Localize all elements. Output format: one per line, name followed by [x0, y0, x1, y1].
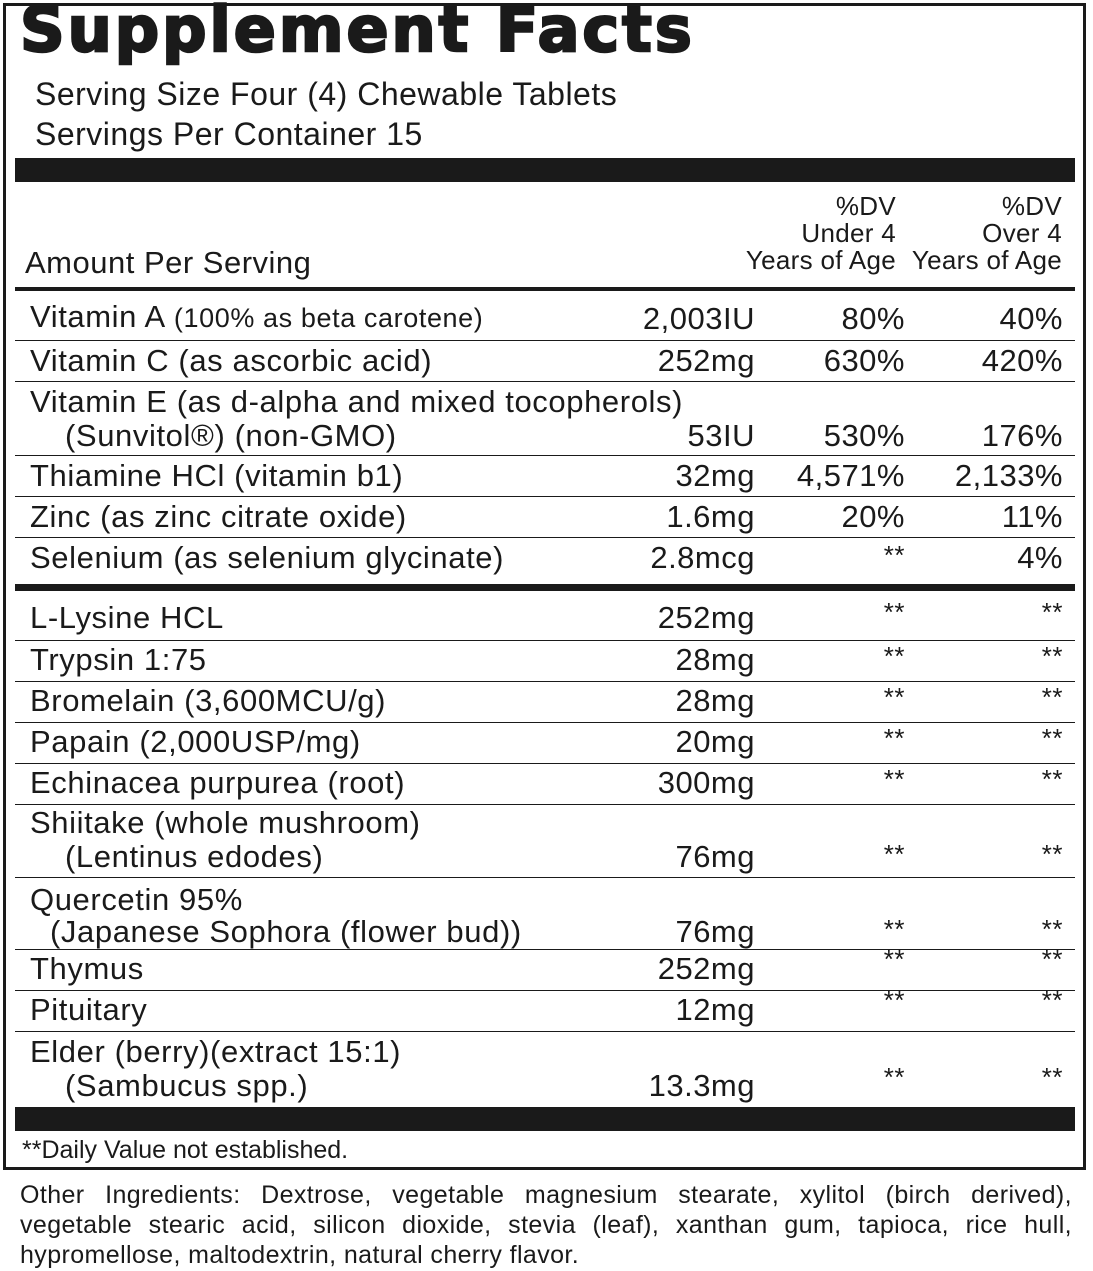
- nutrient-amount: 1.6mg: [666, 499, 755, 534]
- nutrient-name: [30, 299, 483, 335]
- ingredient-name: Quercetin 95%: [30, 882, 243, 917]
- dv-over4: 2,133%: [954, 458, 1063, 493]
- nutrient-row: [15, 291, 1075, 341]
- dv-under4: **: [883, 839, 905, 869]
- nutrient-amount: 53IU: [687, 418, 755, 453]
- servings-per-container: Servings Per Container 15: [35, 116, 423, 152]
- dv-over4: **: [1041, 641, 1063, 671]
- footnote: **Daily Value not established.: [22, 1136, 349, 1164]
- dv-over4: **: [1041, 682, 1063, 712]
- nutrient-amount: 32mg: [675, 458, 755, 493]
- ingredient-name: Papain (2,000USP/mg): [30, 724, 361, 759]
- dv-over4: 176%: [981, 418, 1063, 453]
- ingredient-name: Bromelain (3,600MCU/g): [30, 683, 387, 718]
- nutrient-name-sub: (100% as beta carotene): [165, 303, 484, 333]
- dv-over4: 420%: [981, 343, 1063, 378]
- dv-over4-header-line: %DV: [1001, 191, 1062, 221]
- ingredient-row: [15, 944, 1075, 991]
- dv-under4: **: [883, 723, 905, 753]
- ingredient-row: [15, 723, 1075, 764]
- nutrient-row: [15, 382, 1075, 456]
- dv-under4: **: [883, 1062, 905, 1092]
- ingredient-amount: 252mg: [657, 951, 755, 986]
- dv-over4-header: [912, 193, 1062, 274]
- dv-over4: 40%: [999, 301, 1063, 336]
- ingredient-name: Elder (berry)(extract 15:1): [30, 1034, 402, 1069]
- ingredient-name: L-Lysine HCL: [30, 600, 224, 635]
- ingredient-name: Thymus: [30, 951, 144, 986]
- dv-over4: **: [1041, 985, 1063, 1015]
- ingredient-row: [15, 641, 1075, 682]
- dv-under4: **: [883, 540, 905, 570]
- ingredient-amount: 28mg: [675, 642, 755, 677]
- dv-under4: 20%: [841, 499, 905, 534]
- ingredient-row: [15, 764, 1075, 805]
- nutrient-name-main: Vitamin A: [30, 299, 166, 334]
- thick-divider-top: [15, 158, 1075, 182]
- nutrient-name-line2: (Sunvitol®) (non-GMO): [65, 418, 397, 453]
- ingredient-amount: 252mg: [657, 600, 755, 635]
- dv-over4: **: [1041, 764, 1063, 794]
- ingredient-amount: 20mg: [675, 724, 755, 759]
- dv-under4-header-line: Years of Age: [745, 245, 896, 275]
- serving-size: Serving Size Four (4) Chewable Tablets: [35, 76, 618, 112]
- dv-over4: **: [1041, 914, 1063, 944]
- nutrient-name: Zinc (as zinc citrate oxide): [30, 499, 407, 534]
- other-ingredients: Other Ingredients: Dextrose, vegetable magnesium stearate, xylitol (birch derived), vegetable stearic acid, silicon dioxide, stevia (leaf), xanthan gum, tapioca, rice hull, hypromellose, maltodextrin, natural cherry flavor.: [20, 1181, 1072, 1269]
- nutrient-amount: 2,003IU: [642, 301, 755, 336]
- dv-under4: 530%: [823, 418, 905, 453]
- thick-divider-middle: [15, 584, 1075, 591]
- ingredient-amount: 76mg: [675, 914, 755, 949]
- ingredient-amount: 300mg: [657, 765, 755, 800]
- nutrient-name: Selenium (as selenium glycinate): [30, 540, 505, 575]
- dv-under4: **: [883, 641, 905, 671]
- panel-title: Supplement Facts: [20, 0, 695, 66]
- dv-over4-header-line: Over 4: [982, 218, 1062, 248]
- dv-under4: **: [883, 597, 905, 627]
- ingredient-row: [15, 682, 1075, 723]
- ingredient-name-line2: (Japanese Sophora (flower bud)): [50, 914, 522, 949]
- nutrient-row: [15, 538, 1075, 582]
- dv-over4: **: [1041, 597, 1063, 627]
- dv-under4: **: [883, 985, 905, 1015]
- dv-over4: **: [1041, 944, 1063, 974]
- nutrient-row: [15, 341, 1075, 382]
- ingredient-name: Echinacea purpurea (root): [30, 765, 406, 800]
- dv-under4: 80%: [841, 301, 905, 336]
- ingredient-amount: 28mg: [675, 683, 755, 718]
- ingredient-row: [15, 1032, 1075, 1106]
- dv-under4: 4,571%: [796, 458, 905, 493]
- ingredient-row: [15, 805, 1075, 878]
- ingredient-name-line2: (Lentinus edodes): [65, 839, 324, 874]
- dv-under4-header-line: %DV: [835, 191, 896, 221]
- dv-over4: **: [1041, 723, 1063, 753]
- dv-over4: **: [1041, 1062, 1063, 1092]
- ingredient-row: [15, 878, 1075, 950]
- ingredient-amount: 76mg: [675, 839, 755, 874]
- thick-divider-bottom: [15, 1107, 1075, 1131]
- dv-over4: **: [1041, 839, 1063, 869]
- ingredient-row: [15, 985, 1075, 1032]
- dv-over4-header-line: Years of Age: [911, 245, 1062, 275]
- dv-over4: 4%: [1017, 540, 1063, 575]
- dv-under4-header-line: Under 4: [801, 218, 896, 248]
- dv-under4: **: [883, 914, 905, 944]
- amount-per-serving-header: Amount Per Serving: [25, 245, 312, 280]
- nutrient-row: [15, 497, 1075, 538]
- nutrient-name: Vitamin C (as ascorbic acid): [30, 343, 433, 378]
- ingredient-name: Pituitary: [30, 992, 148, 1027]
- nutrient-amount: 252mg: [657, 343, 755, 378]
- nutrient-row: [15, 456, 1075, 497]
- ingredient-row: [15, 597, 1075, 641]
- ingredient-name: Trypsin 1:75: [30, 642, 207, 677]
- ingredient-name-line2: (Sambucus spp.): [65, 1068, 309, 1103]
- dv-over4: 11%: [1001, 499, 1063, 534]
- nutrient-name: Vitamin E (as d-alpha and mixed tocopherols): [30, 384, 684, 419]
- nutrient-amount: 2.8mcg: [650, 540, 755, 575]
- dv-under4-header: [746, 193, 896, 274]
- nutrient-name: Thiamine HCl (vitamin b1): [30, 458, 404, 493]
- ingredient-name: Shiitake (whole mushroom): [30, 805, 421, 840]
- dv-under4: **: [883, 944, 905, 974]
- dv-under4: 630%: [823, 343, 905, 378]
- ingredient-amount: 12mg: [675, 992, 755, 1027]
- dv-under4: **: [883, 682, 905, 712]
- dv-under4: **: [883, 764, 905, 794]
- ingredient-amount: 13.3mg: [648, 1068, 755, 1103]
